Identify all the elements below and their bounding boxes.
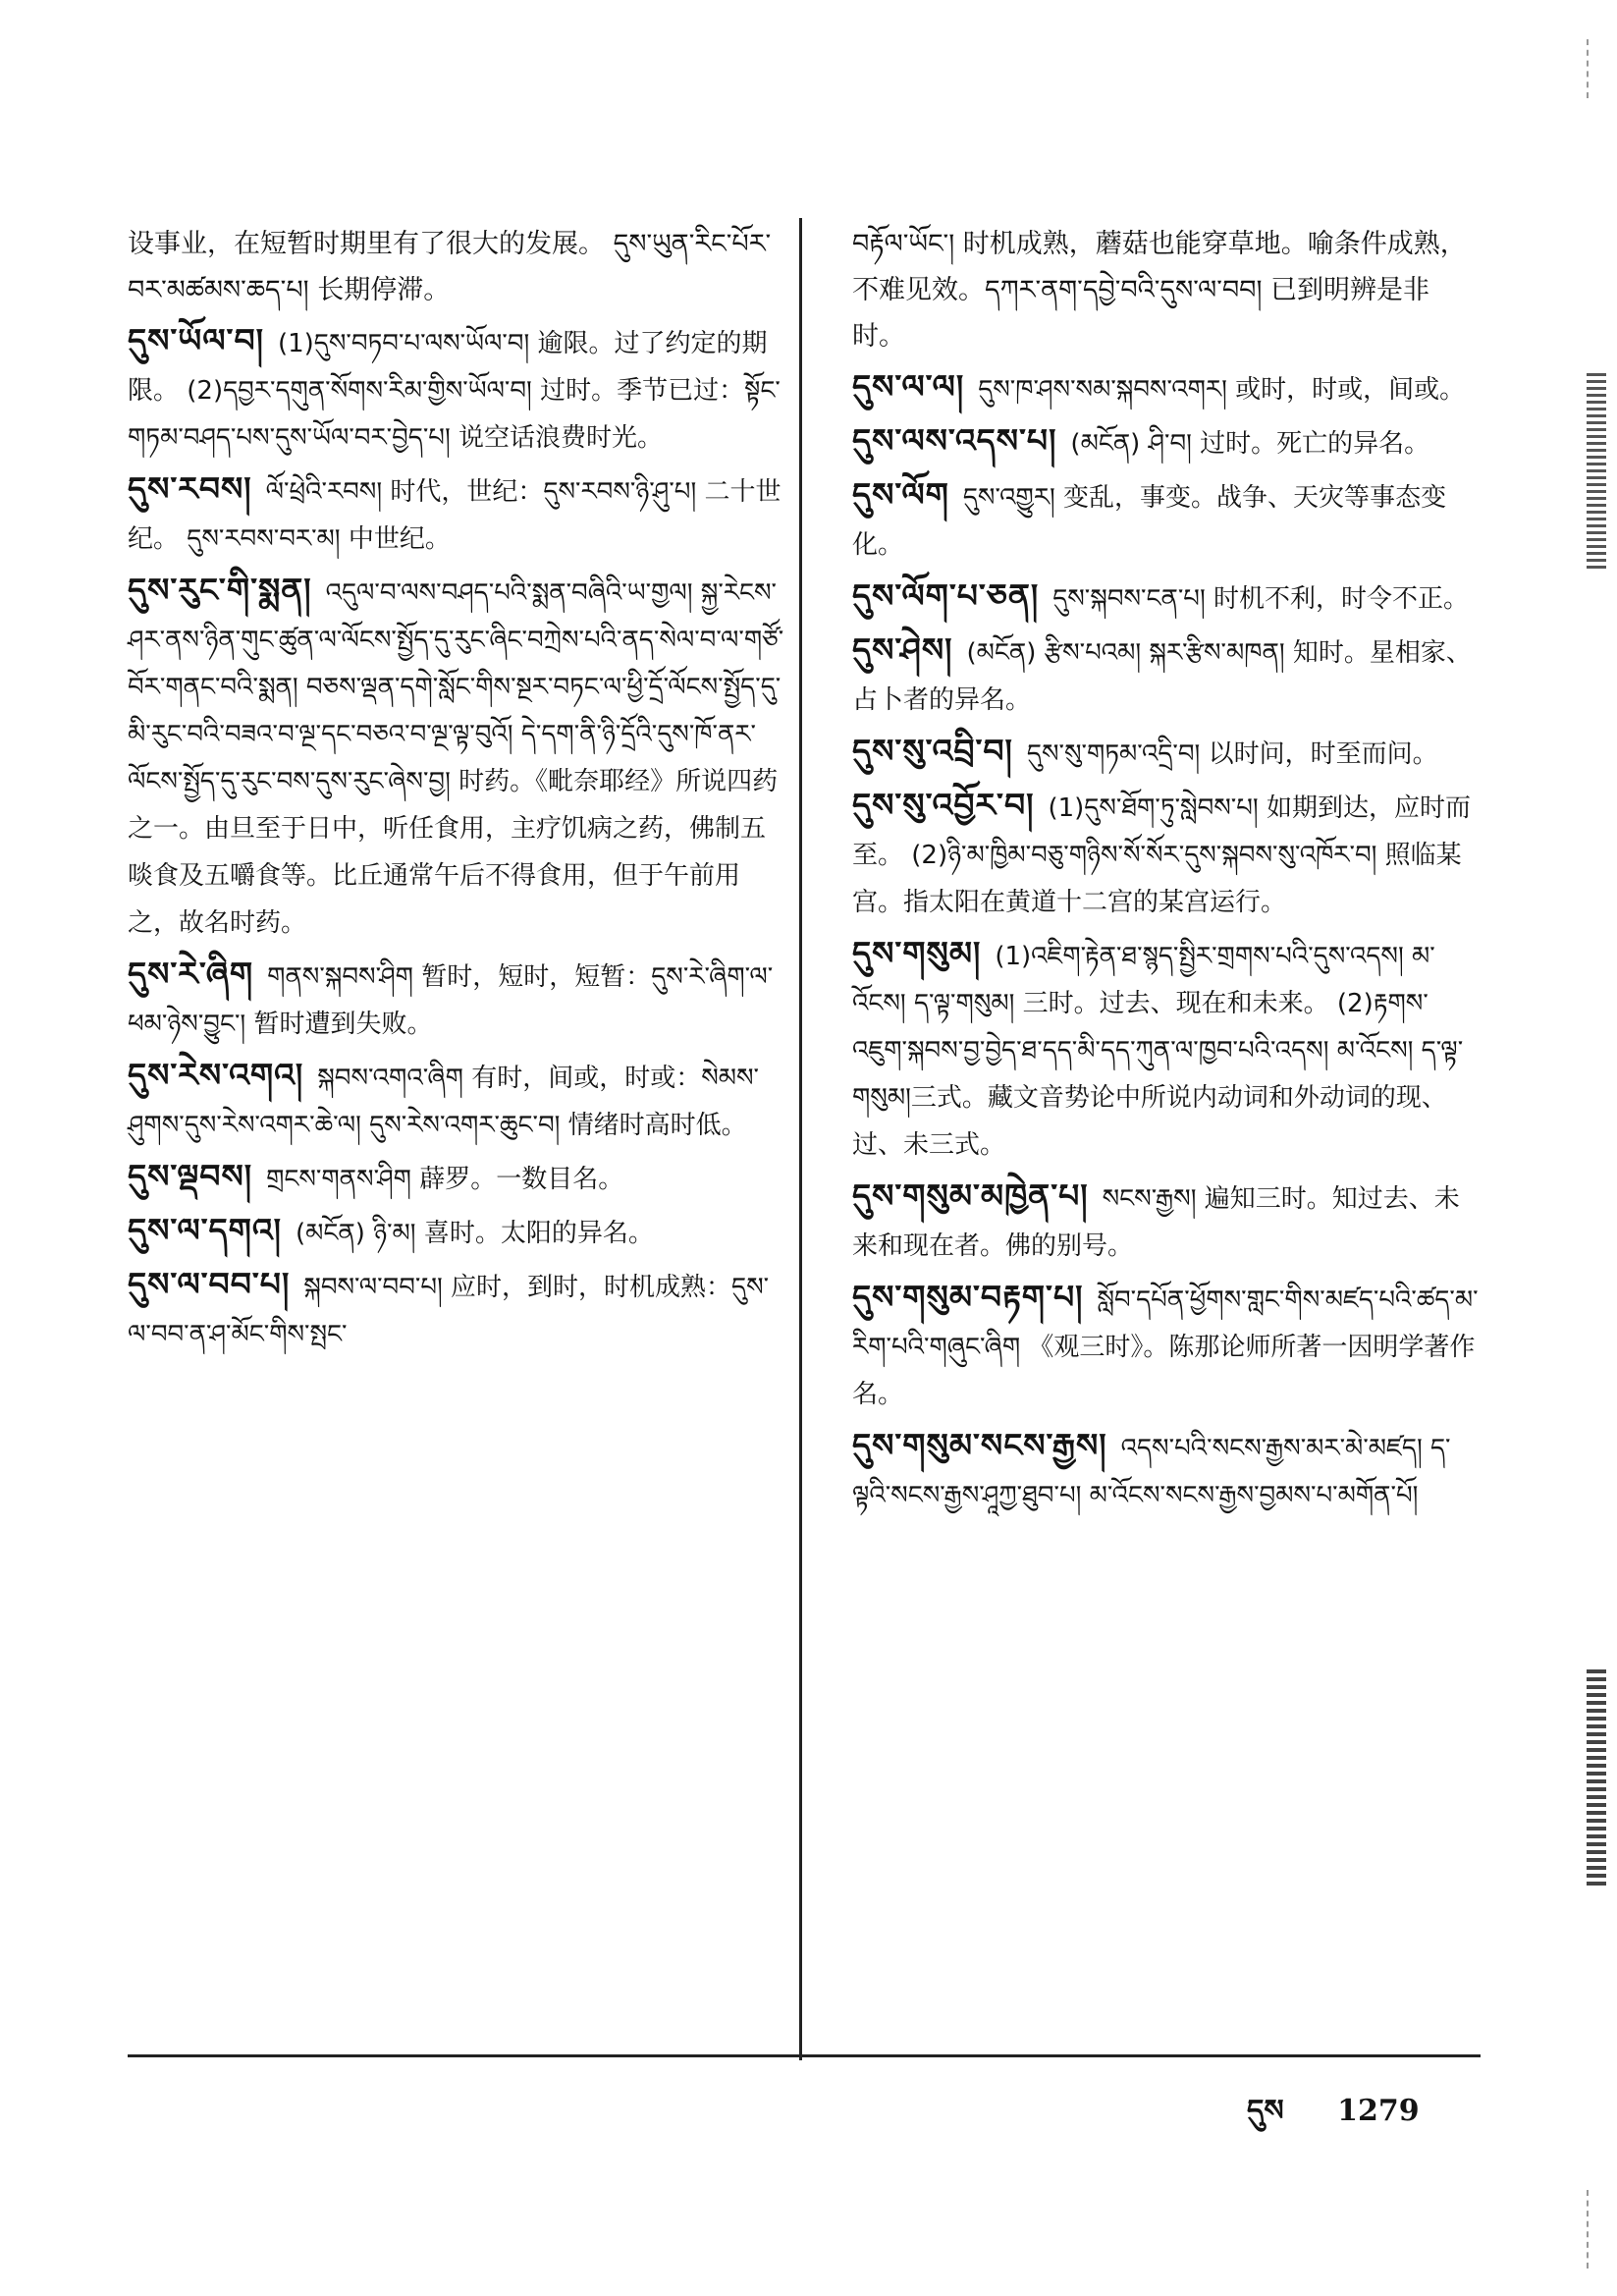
entry-headword: དུས་ལོག (852, 475, 949, 514)
bottom-rule (128, 2054, 1481, 2057)
entry-headword: དུས་ཤེས། (852, 630, 953, 669)
entry-headword: དུས་རེ་ཞིག (128, 955, 254, 993)
entry-definition: 设事业，在短暂时期里有了很大的发展。 དུས་ཡུན་རིང་པོར་བར་མཚམས་ཆད་པ། 长期停滞。 (128, 229, 772, 305)
entry-headword: དུས་རུང་གི་སྨན། (128, 571, 312, 609)
entry-definition: འདས་པའི་སངས་རྒྱས་མར་མེ་མཛད། ད་ལྟའི་སངས་རྒྱས་ཤཱཀྱ་ཐུབ་པ། མ་འོངས་སངས་རྒྱས་བྱམས་པ་མགོན་པོ། (852, 1434, 1451, 1510)
dictionary-entry (852, 728, 1481, 778)
entry-definition: དུས་སྐབས་ངན་པ། 时机不利，时令不正。 (1052, 584, 1470, 614)
dictionary-entry (128, 951, 787, 1048)
page-number: 1279 (1337, 2094, 1420, 2128)
entry-headword: དུས་རེས་འགའ། (128, 1056, 304, 1094)
entry-definition: བརྟོལ་ཡོང་། 时机成熟，蘑菇也能穿草地。喻条件成熟，不难见效。དཀར་ནག་དབྱེ་བའི་དུས་ལ་བབ། 已到明辨是非时。 (852, 229, 1467, 352)
entry-headword: དུས་སུ་འབྲི་བ། (852, 732, 1013, 770)
dictionary-entry (852, 1422, 1481, 1519)
entry-definition: སྐབས་འགའ་ཞིག 有时，间或，时或：སེམས་ཤུགས་དུས་རེས་འགར་ཆེ་ལ། དུས་རེས་འགར་ཆུང་བ། 情绪时高时低。 (128, 1064, 760, 1140)
entry-definition: གྲངས་གནས་ཤིག 薜罗。一数目名。 (266, 1165, 624, 1194)
right-column (852, 221, 1481, 2067)
entry-headword: དུས་རབས། (128, 469, 252, 508)
left-column (128, 221, 787, 2067)
entry-definition: (1)དུས་བཏབ་པ་ལས་ཡོལ་བ། 逾限。过了约定的期限。 (2)དབྱར་དགུན་སོགས་རིམ་གྱིས་ཡོལ་བ། 过时。季节已过：སྟོང་གཏམ་བཤད་པས་དུས་ཡོལ་བར་བྱེད་པ། 说空话浪费时光。 (128, 329, 781, 453)
entry-headword: དུས་ལ་བབ་པ། (128, 1265, 291, 1303)
entry-definition: འདུལ་བ་ལས་བཤད་པའི་སྨན་བཞིའི་ཡ་གྱལ། སྐྱ་རེངས་ཤར་ནས་ཉིན་གུང་ཚུན་ལ་ལོངས་སྤྱོད་དུ་རུང་ཞིང་བཀྲེས་པའི་ནད་སེལ་བ་ལ་གཙོ་བོར་གནང་བའི་སྨན། བཅས་ལྡན་དགེ་སློང་གིས་སྔར་བཏང་ལ་ཕྱི་དྲོ་ལོངས་སྤྱོད་དུ་མི་རུང་བའི་བཟའ་བ་ལྔ་དང་བཅའ་བ་ལྔ་ལྟ་བུའོ། དེ་དག་ནི་ཉི་དྲོའི་དུས་ཁོ་ནར་ལོངས་སྤྱོད་དུ་རུང་བས་དུས་རུང་ཞེས་བྱ། 时药。《毗奈耶经》所说四药之一。由旦至于日中，听任食用，主疗饥病之药，佛制五啖食及五嚼食等。比丘通常午后不得食用，但于午前用之，故名时药。 (128, 578, 784, 938)
entry-headword: དུས་ལ་ལ། (852, 367, 965, 406)
dictionary-entry (128, 567, 787, 947)
entry-definition: གནས་སྐབས་ཤིག 暂时，短时，短暂：དུས་རེ་ཞིག་ལ་ཕམ་ཉེས་བྱུང་། 暂时遭到失败。 (128, 962, 774, 1039)
entry-definition: (1)འཇིག་རྟེན་ཐ་སྙད་སྤྱིར་གྲགས་པའི་དུས་འདས། མ་འོངས། ད་ལྟ་གསུམ། 三时。过去、现在和未来。 (2)རྟགས་འཇུག་སྐབས་བྱ་བྱེད་ཐ་དད་མི་དད་ཀུན་ལ་ཁྱབ་པའི་འདས། མ་འོངས། ད་ལྟ་གསུམ།三式。藏文音势论中所说内动词和外动词的现、过、未三式。 (852, 942, 1464, 1160)
running-head: དུས (1247, 2094, 1284, 2128)
page-footer (1247, 2078, 1420, 2160)
dictionary-entry (128, 1052, 787, 1149)
dictionary-entry (852, 363, 1481, 413)
entry-definition: (མངོན) རྩིས་པའམ། སྐར་རྩིས་མཁན། 知时。星相家、占卜者的异名。 (852, 638, 1472, 715)
entry-definition: སྐབས་ལ་བབ་པ། 应时，到时，时机成熟：དུས་ལ་བབ་ན་ཤ་མོང་གིས་སྤང་ (128, 1273, 770, 1349)
entry-definition: (མངོན) ཉི་མ། 喜时。太阳的异名。 (296, 1219, 654, 1248)
entry-headword: དུས་གསུམ། (852, 934, 982, 972)
dictionary-entry (852, 221, 1481, 359)
entry-headword: དུས་ཡོལ་བ། (128, 321, 264, 359)
binding-edge-marks (1583, 0, 1610, 2296)
dictionary-entry (852, 573, 1481, 623)
dictionary-entry (128, 221, 787, 313)
entry-headword: དུས་གསུམ་སངས་རྒྱས། (852, 1426, 1107, 1464)
entry-definition: (མངོན) ཤི་བ། 过时。死亡的异名。 (1070, 429, 1430, 459)
entry-headword: དུས་ལྡབས། (128, 1157, 253, 1195)
dictionary-entry (852, 782, 1481, 926)
entry-definition: དུས་ཁ་ཤས་སམ་སྐབས་འགར། 或时，时或，间或。 (978, 375, 1466, 405)
entry-definition: (1)དུས་ཐོག་ཏུ་སླེབས་པ། 如期到达，应时而至。 (2)ཉི་མ་ཁྱིམ་བཅུ་གཉིས་སོ་སོར་དུས་སྐབས་སུ་འཁོར་བ། 照临某宫。指太阳在黄道十二宫的某宫运行。 (852, 793, 1471, 917)
dictionary-entry (852, 1173, 1481, 1270)
entry-headword: དུས་གསུམ་མཁྱེན་པ། (852, 1176, 1089, 1215)
dictionary-entry (128, 1261, 787, 1358)
dictionary-entry (128, 317, 787, 462)
entry-headword: དུས་ལས་འདས་པ། (852, 421, 1057, 460)
entry-headword: དུས་གསུམ་བརྟག་པ། (852, 1278, 1084, 1316)
dictionary-entry (852, 471, 1481, 569)
dictionary-entry (852, 1274, 1481, 1418)
dictionary-entry (852, 627, 1481, 724)
entry-headword: དུས་ལོག་པ་ཅན། (852, 576, 1040, 615)
entry-definition: དུས་སུ་གཏམ་འདྲི་བ། 以时问，时至而问。 (1026, 739, 1438, 769)
dictionary-entry (852, 417, 1481, 467)
dictionary-entry (128, 1207, 787, 1257)
column-divider (799, 218, 802, 2060)
entry-headword: དུས་ལ་དགའ། (128, 1211, 283, 1249)
dictionary-entry (852, 930, 1481, 1169)
entry-definition: སློབ་དཔོན་ཕྱོགས་གླང་གིས་མཛད་པའི་ཚད་མ་རིག་པའི་གཞུང་ཞིག 《观三时》。陈那论师所著一因明学著作名。 (852, 1285, 1479, 1409)
entry-definition: དུས་འགྱུར། 变乱，事变。战争、天灾等事态变化。 (852, 483, 1447, 560)
dictionary-entry (128, 465, 787, 563)
dictionary-entry (128, 1153, 787, 1203)
entry-definition: ལོ་ཕྲེའི་རབས། 时代，世纪：དུས་རབས་ཉི་ཤུ་པ། 二十世纪。 དུས་རབས་བར་མ། 中世纪。 (128, 477, 782, 554)
entry-headword: དུས་སུ་འབྱོར་བ། (852, 786, 1035, 824)
entry-definition: སངས་རྒྱས། 遍知三时。知过去、未来和现在者。佛的别号。 (852, 1184, 1460, 1261)
